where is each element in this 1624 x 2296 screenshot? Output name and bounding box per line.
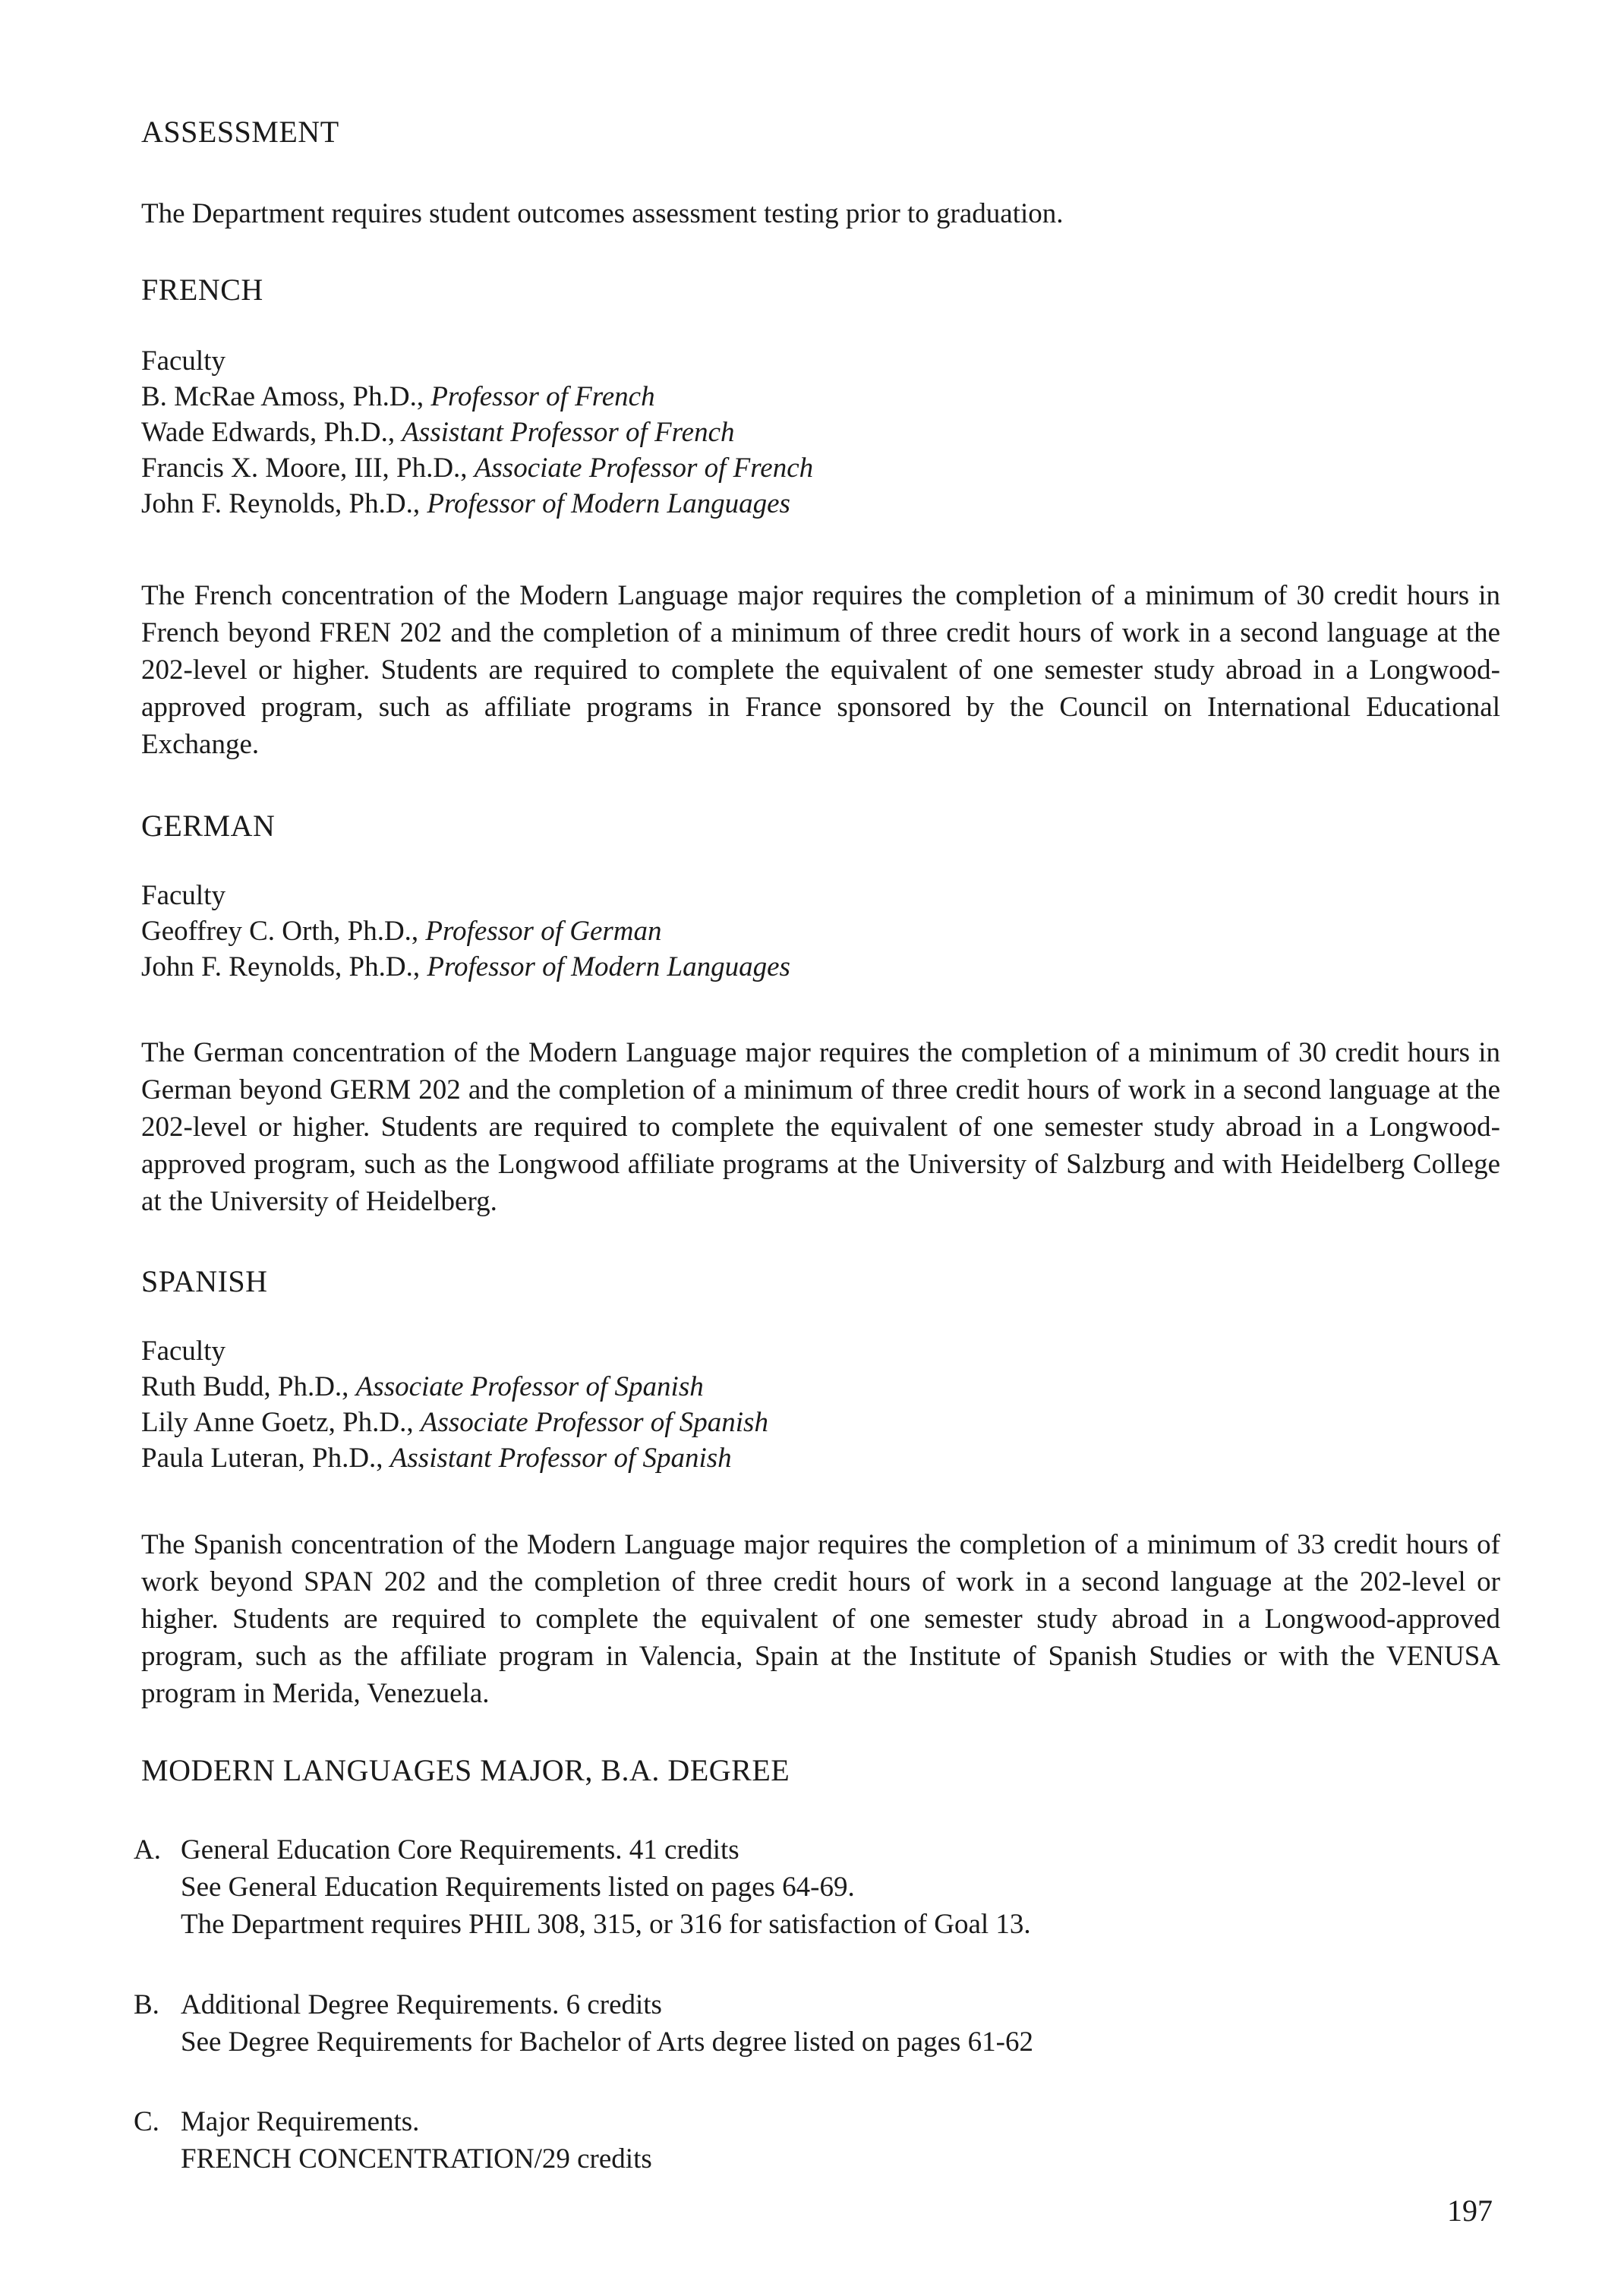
faculty-name: Lily Anne Goetz, Ph.D., <box>141 1407 421 1438</box>
faculty-entry <box>141 1405 1500 1440</box>
french-description: The French concentration of the Modern Language major requires the completion of a minimum of 30 credit hours in French beyond FREN 202 and the completion of a minimum of three credit hours of work in a second language at the 202-level or higher. Students are required to complete the equivalent of one semester study abroad in a Longwood-approved program, such as affiliate programs in France sponsored by the Council on International Educational Exchange. <box>141 580 1500 760</box>
faculty-entry <box>141 1440 1500 1476</box>
faculty-name: John F. Reynolds, Ph.D., <box>141 488 427 519</box>
faculty-title: Professor of German <box>425 916 662 947</box>
faculty-entry <box>141 913 1500 949</box>
spanish-faculty-label: Faculty <box>141 1336 225 1367</box>
spanish-description-block <box>141 1526 1500 1712</box>
german-description: The German concentration of the Modern Language major requires the completion of a minimum of 30 credit hours in German beyond GERM 202 and the completion of a minimum of three credit hours of work in a second language at the 202-level or higher. Students are required to complete the equivalent of one semester study abroad in a Longwood-approved program, such as the Longwood affiliate programs at the University of Salzburg and with Heidelberg College at the University of Heidelberg. <box>141 1037 1500 1217</box>
spanish-description: The Spanish concentration of the Modern Language major requires the completion of a minimum of 33 credit hours of work beyond SPAN 202 and the completion of three credit hours of work in a second language at the 202-level or higher. Students are required to complete the equivalent of one semester study abroad in a Longwood-approved program, such as the affiliate program in Valencia, Spain at the Institute of Spanish Studies or with the VENUSA program in Merida, Venezuela. <box>141 1529 1500 1709</box>
assessment-text-block <box>141 196 1500 232</box>
faculty-title: Associate Professor of Spanish <box>355 1371 704 1402</box>
german-faculty-label: Faculty <box>141 880 225 911</box>
faculty-title: Professor of French <box>430 381 655 412</box>
faculty-title: Associate Professor of Spanish <box>420 1407 768 1438</box>
list-line: See Degree Requirements for Bachelor of Arts degree listed on pages 61-62 <box>181 2026 1033 2058</box>
assessment-text: The Department requires student outcomes assessment testing prior to graduation. <box>141 198 1064 229</box>
german-section <box>141 808 1500 844</box>
faculty-name: Francis X. Moore, III, Ph.D., <box>141 453 475 484</box>
faculty-entry <box>141 949 1500 985</box>
faculty-title: Professor of Modern Languages <box>427 951 790 982</box>
spanish-faculty-list <box>141 1333 1500 1476</box>
page-number: 197 <box>1447 2194 1493 2228</box>
major-heading: MODERN LANGUAGES MAJOR, B.A. DEGREE <box>141 1753 790 1787</box>
list-letter: C. <box>134 2106 159 2137</box>
assessment-section <box>141 114 1500 150</box>
german-faculty-list <box>141 878 1500 985</box>
faculty-name: Geoffrey C. Orth, Ph.D., <box>141 916 426 947</box>
faculty-entry <box>141 450 1500 486</box>
french-description-block <box>141 577 1500 763</box>
assessment-heading: ASSESSMENT <box>141 115 339 149</box>
french-heading: FRENCH <box>141 273 263 307</box>
faculty-name: Paula Luteran, Ph.D., <box>141 1443 390 1474</box>
faculty-entry <box>141 1369 1500 1405</box>
faculty-title: Assistant Professor of Spanish <box>389 1443 732 1474</box>
list-body <box>181 1986 1500 2061</box>
faculty-name: B. McRae Amoss, Ph.D., <box>141 381 431 412</box>
french-faculty-list <box>141 343 1500 522</box>
spanish-heading: SPANISH <box>141 1264 268 1298</box>
list-body <box>181 2103 1500 2178</box>
list-letter: A. <box>134 1834 161 1866</box>
list-line: The Department requires PHIL 308, 315, or 316 for satisfaction of Goal 13. <box>181 1909 1031 1940</box>
list-body <box>181 1831 1500 1943</box>
faculty-entry <box>141 379 1500 415</box>
faculty-title: Assistant Professor of French <box>402 417 735 448</box>
french-section <box>141 272 1500 308</box>
faculty-name: Ruth Budd, Ph.D., <box>141 1371 356 1402</box>
faculty-entry <box>141 486 1500 522</box>
list-letter: B. <box>134 1989 159 2020</box>
german-heading: GERMAN <box>141 809 276 843</box>
list-line: General Education Core Requirements. 41 credits <box>181 1834 739 1866</box>
french-faculty-label: Faculty <box>141 345 225 377</box>
spanish-section <box>141 1263 1500 1300</box>
faculty-name: John F. Reynolds, Ph.D., <box>141 951 427 982</box>
german-description-block <box>141 1034 1500 1220</box>
faculty-name: Wade Edwards, Ph.D., <box>141 417 402 448</box>
list-line: FRENCH CONCENTRATION/29 credits <box>181 2143 652 2175</box>
faculty-entry <box>141 415 1500 450</box>
list-line: Major Requirements. <box>181 2106 420 2137</box>
major-section <box>141 1752 1500 1789</box>
list-line: See General Education Requirements listed on pages 64-69. <box>181 1872 855 1903</box>
faculty-title: Associate Professor of French <box>474 453 814 484</box>
faculty-title: Professor of Modern Languages <box>427 488 790 519</box>
list-line: Additional Degree Requirements. 6 credits <box>181 1989 662 2020</box>
